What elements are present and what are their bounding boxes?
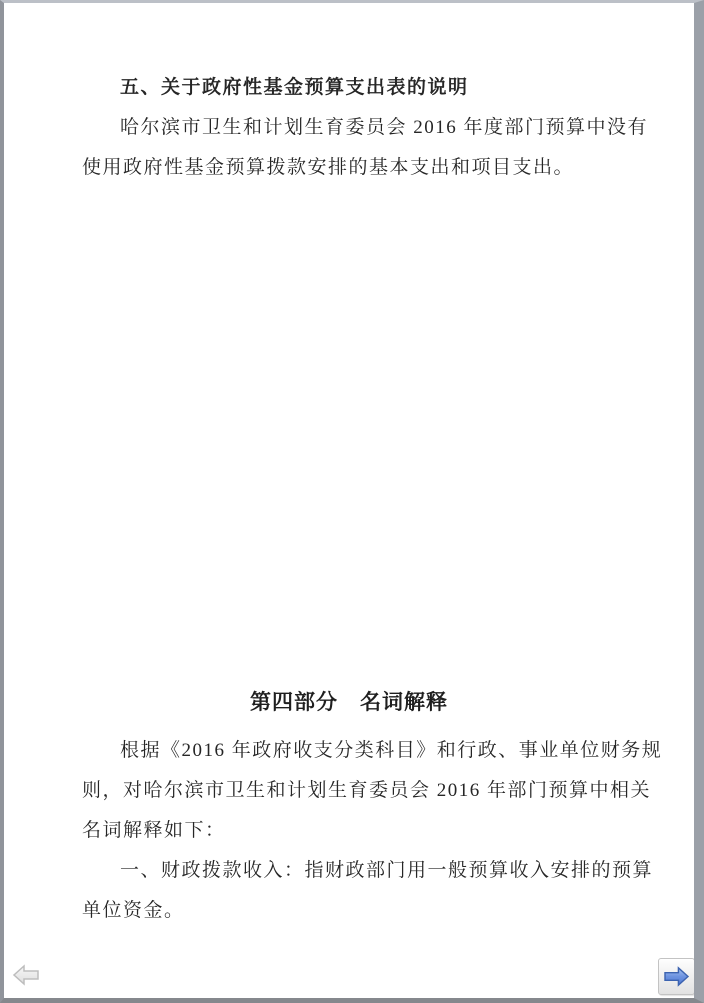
paragraph-line: 则，对哈尔滨市卫生和计划生育委员会 2016 年部门预算中相关 <box>82 780 652 801</box>
paragraph-line: 哈尔滨市卫生和计划生育委员会 2016 年度部门预算中没有 <box>120 117 649 138</box>
paragraph-line: 单位资金。 <box>82 900 185 921</box>
paragraph-line: 使用政府性基金预算拨款安排的基本支出和项目支出。 <box>82 157 575 178</box>
section-gov-fund-heading: 五、关于政府性基金预算支出表的说明 <box>120 77 469 98</box>
section-gov-fund <box>82 68 649 188</box>
section-glossary <box>82 731 663 931</box>
next-page-button[interactable] <box>658 958 695 995</box>
previous-page-button[interactable] <box>8 957 44 993</box>
paragraph-line: 一、财政拨款收入：指财政部门用一般预算收入安排的预算 <box>120 860 654 881</box>
part-four-heading: 第四部分 名词解释 <box>250 691 448 714</box>
arrow-left-icon <box>12 963 40 987</box>
arrow-right-icon <box>663 965 690 988</box>
paragraph-line: 根据《2016 年政府收支分类科目》和行政、事业单位财务规 <box>120 740 663 761</box>
paragraph-line: 名词解释如下： <box>82 820 226 841</box>
